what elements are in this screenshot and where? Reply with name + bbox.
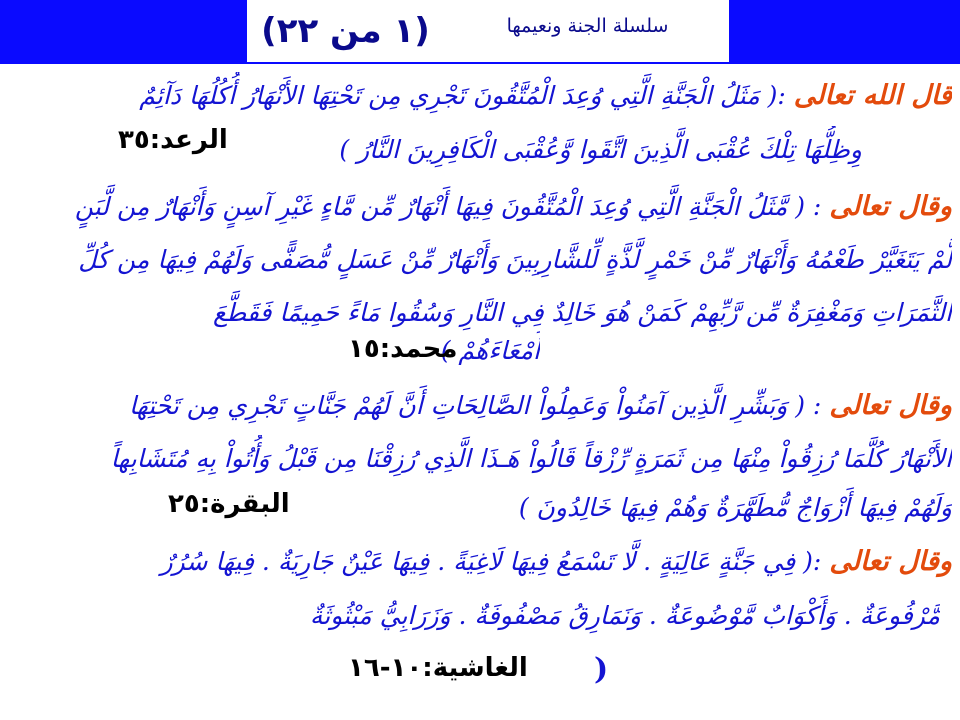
verse-line: أَمْعَاءَهُمْ ) xyxy=(440,336,540,365)
verse-line xyxy=(8,382,952,430)
verse-line xyxy=(8,72,952,120)
verse-text: :( فِي جَنَّةٍ عَالِيَةٍ . لَّا تَسْمَعُ فِيهَا لَاغِيَةً . فِيهَا عَيْنٌ جَارِيَةٌ . فِيهَا سُرُرٌ xyxy=(160,547,822,576)
verse-intro: قال الله تعالى xyxy=(793,80,952,111)
verse-reference: الرعد:٣٥ xyxy=(118,125,228,155)
verse-line xyxy=(8,538,952,586)
verse-text: : ( مَّثَلُ الْجَنَّةِ الَّتِي وُعِدَ الْمُتَّقُونَ فِيهَا أَنْهَارٌ مِّن مَّاءٍ غَيْرِ آسِنٍ وَأَنْهَارٌ مِن لَّبَنٍ xyxy=(74,192,822,221)
verse-line: وِظِلُّهَا تِلْكَ عُقْبَى الَّذِينَ اتَّقَوا وَّعُقْبَى الْكَافِرِينَ النَّارُ ) xyxy=(339,135,862,164)
verse-line: الثَّمَرَاتِ وَمَغْفِرَةٌ مِّن رَّبِّهِمْ كَمَنْ هُوَ خَالِدٌ فِي النَّارِ وَسُقُوا مَاءً حَمِيمًا فَقَطَّعَ xyxy=(213,298,952,327)
verse-line: وَلَهُمْ فِيهَا أَزْوَاجٌ مُّطَهَّرَةٌ وَهُمْ فِيهَا خَالِدُونَ ) xyxy=(518,493,952,522)
verse-line: لَّمْ يَتَغَيَّرْ طَعْمُهُ وَأَنْهَارٌ مِّنْ خَمْرٍ لَّذَّةٍ لِّلشَّارِبِينَ وَأَنْهَارٌ مِّنْ عَسَلٍ مُّصَفًّى وَلَهُمْ فِيهَا مِن كُلِّ xyxy=(78,245,952,274)
verse-line: مَّرْفُوعَةٌ . وَأَكْوَابٌ مَّوْضُوعَةٌ . وَنَمَارِقُ مَصْفُوفَةٌ . وَزَرَابِيُّ مَبْثُوثَةٌ xyxy=(309,601,940,630)
closing-parenthesis: ) xyxy=(594,652,609,687)
page-counter: (١ من ٢٢) xyxy=(261,11,430,51)
verse-line: الأَنْهَارُ كُلَّمَا رُزِقُواْ مِنْهَا مِن ثَمَرَةٍ رِّزْقاً قَالُواْ هَـذَا الَّذِي رُزِقْنَا مِن قَبْلُ وَأُتُواْ بِهِ مُتَشَابِهاً xyxy=(110,444,952,473)
verse-intro: وقال تعالى xyxy=(829,390,952,421)
series-title: سلسلة الجنة ونعيمها xyxy=(506,15,669,37)
verse-intro: وقال تعالى xyxy=(829,546,952,577)
verse-intro: وقال تعالى xyxy=(829,191,952,222)
verse-reference: الغاشية:١٠-١٦ xyxy=(348,653,528,683)
verse-line xyxy=(8,183,952,231)
verse-reference: محمد:١٥ xyxy=(348,334,458,364)
verse-reference: البقرة:٢٥ xyxy=(168,489,290,519)
verse-text: : ( وَبَشِّرِ الَّذِين آمَنُواْ وَعَمِلُواْ الصَّالِحَاتِ أَنَّ لَهُمْ جَنَّاتٍ تَجْرِي مِن تَحْتِهَا xyxy=(129,391,822,420)
verse-text: :( مَثَلُ الْجَنَّةِ الَّتِي وُعِدَ الْمُتَّقُونَ تَجْرِي مِن تَحْتِهَا الأَنْهَارُ أُكُلُهَا دَآئِمٌ xyxy=(139,81,786,110)
